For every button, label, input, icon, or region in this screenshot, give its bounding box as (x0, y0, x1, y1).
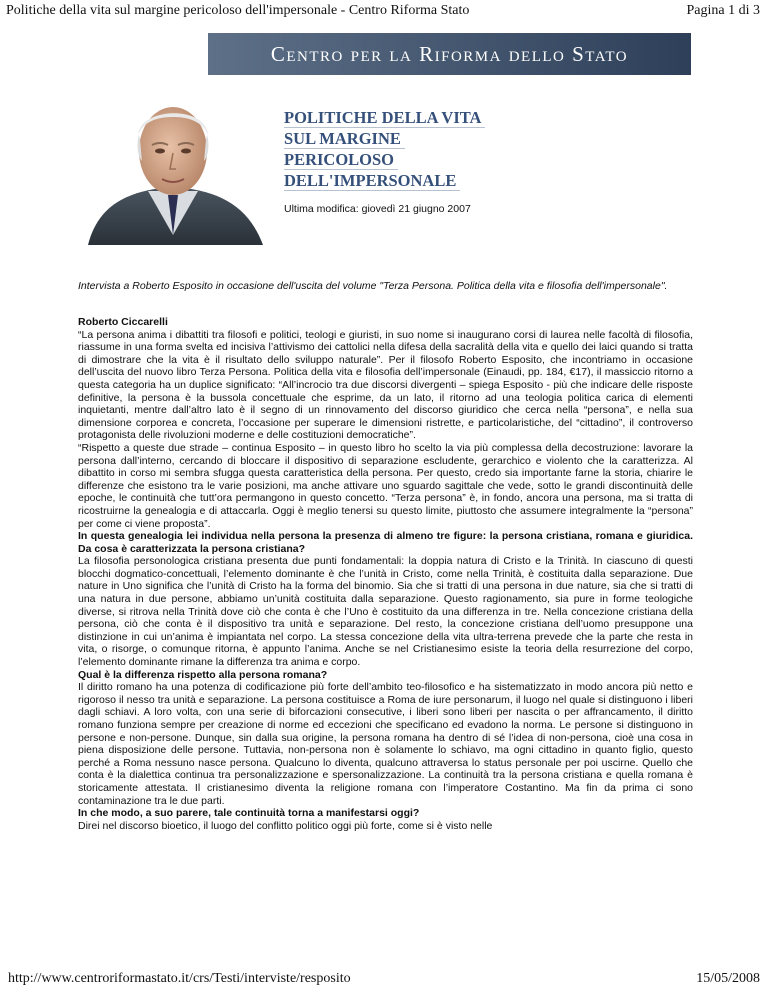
paragraph: “La persona anima i dibattiti tra filosofi e politici, teologi e giuristi, in suo nome si inaugurano corsi di laurea nelle facoltà di filosofia, riassume in una forma svelta ed incisiva l’attivismo dei cattolici nella difesa della sacralità della vita e quello dei laici quando si tratta di dimostrare che la vita è il risultato dello sviluppo naturale”. Per il filosofo Roberto Esposito, che incontriamo in occasione dell’uscita del nuovo libro Terza Persona. Politica della vita e filosofia dell’impersonale (Einaudi, pp. 184, €17), il massiccio ritorno a questa categoria ha un duplice significato: “All’incrocio tra due discorsi divergenti – spiega Esposito - più che indicare delle risposte definitive, la persona è la bussola concettuale che esprime, da un lato, il ritorno ad una teologia politica carica di elementi inquietanti, mentre dall’altro lato è il segno di un rinnovamento del discorso giuridico che cerca nella “persona”, e nella sua dimensione corporea e concreta, l’occasione per superare le dimensioni ristrette, e particolaristiche, del “cittadino”, il controverso protagonista delle rivoluzioni moderne e delle costituzioni democratiche”. (78, 328, 693, 442)
title-line: DELL'IMPERSONALE (284, 171, 460, 191)
page-number: Pagina 1 di 3 (686, 3, 760, 18)
article-body (78, 316, 693, 832)
site-banner[interactable] (208, 33, 691, 75)
paragraph: La filosofia personologica cristiana presenta due punti fondamentali: la doppia natura di Cristo e la Trinità. In ciascuno di questi blocchi dogmatico-concettuali, l’elemento dominante è che l’unità in Cristo, come nella Trinità, è costituita dalla separazione. Due nature in Uno significa che l’unità di Cristo ha la forma del binomio. Sia che si tratti di una persona in due nature, sia che si tratti di una natura in due persone, abbiamo un’unità costituita dalla separazione. Questo ragionamento, sia pure in forme teologiche diverse, si ritrova nella Trinità dove ciò che conta è che l’Uno è costituito da una differenza in tre. Nella concezione cristiana della persona, ciò che conta è il dispositivo tra unità e separazione. Del resto, la concezione cristiana dell’uomo presuppone una distinzione in cui un’anima è impiantata nel corpo. La stessa concezione della vita ultra-terrena prevede che la parte che resta in vita, o risorge, o comunque ritorna, è appunto l’anima. Anche se nel Cristianesimo esiste la teoria della resurrezione del corpo, l’elemento dominante rimane la differenza tra anima e corpo. (78, 555, 693, 669)
interview-question: In che modo, a suo parere, tale continuità torna a manifestarsi oggi? (78, 807, 420, 820)
portrait-photo (78, 95, 268, 245)
paragraph: Il diritto romano ha una potenza di codificazione più forte dell’ambito teo-filosofico e ha sistematizzato in modo ancora più netto e rigoroso il nesso tra unità e separazione. La persona costituisce a Roma de iure personarum, il luogo nel quale si distinguono i liberi dagli schiavi. A loro volta, con una serie di biforcazioni consecutive, i liberi sono liberi per nascita o per affrancamento, il diritto romano funziona sempre per creazione di norme ed eccezioni che specificano ed evadono la norma. Le persone si distinguono in persone e non-persone. Dunque, sin dalla sua origine, la persona romana ha dentro di sé l’idea di non-persona, cioè una cosa in piena disposizione delle persone. Tuttavia, non-persona non è solamente lo schiavo, ma ogni cittadino in quanto figlio, questo perché a Roma nessuno nasce persona. Qualcuno lo diventa, qualcuno attraversa lo status personale per poi uscirne. Quello che conta è la dialettica continua tra personalizzazione e spersonalizzazione. La continuità tra la persona cristiana e quella romana è storicamente attestata. Il cristianesimo diventa la religione romana con l’imperatore Costantino. Ma fin da prima ci sono contaminazione tra le due parti. (78, 681, 693, 807)
page-title: Politiche della vita sul margine pericoloso dell'impersonale - Centro Riforma Stato (6, 3, 470, 18)
interview-question: Qual è la differenza rispetto alla persona romana? (78, 668, 328, 681)
last-modified: Ultima modifica: giovedì 21 giugno 2007 (284, 203, 471, 215)
site-banner-text: Centro per la Riforma dello Stato (270, 42, 629, 66)
paragraph: Direi nel discorso bioetico, il luogo del conflitto politico oggi più forte, come si è visto nelle (78, 819, 493, 832)
page-url: http://www.centroriformastato.it/crs/Testi/interviste/resposito (8, 971, 351, 986)
interview-question: In questa genealogia lei individua nella persona la presenza di almeno tre figure: la persona cristiana, romana e giuridica. Da cosa è caratterizzata la persona cristiana? (78, 530, 693, 555)
print-date: 15/05/2008 (696, 971, 760, 986)
paragraph: “Rispetto a queste due strade – continua Esposito – in questo libro ho scelto la via più complessa della decostruzione: lavorare la persona dall’interno, cercando di bloccare il dispositivo di separazione escludente, gerarchico e violento che la caratterizza. Al dibattito in corso mi sembra sfugga questa caratteristica della persona. Per questo, credo sia importante farne la storia, chiarire le differenze che esistono tra le varie posizioni, ma anche attivare uno sguardo sagittale che vede, sotto le grandi discontinuità delle epoche, le continuità che tutt’ora permangono in questo concetto. “Terza persona” è, in fondo, ancora una persona, ma si tratta di ricostruirne la genealogia e di attaccarla. Oggi è meglio tenersi su questo limite, piuttosto che assumere integralmente la “persona” per come ci viene proposta”. (78, 441, 693, 530)
article-intro: Intervista a Roberto Esposito in occasione dell'uscita del volume "Terza Persona. Politica della vita e filosofia dell'impersonale". (78, 280, 668, 292)
title-line: SUL MARGINE (284, 129, 405, 149)
title-line: PERICOLOSO (284, 150, 398, 170)
title-line: POLITICHE DELLA VITA (284, 108, 485, 128)
article-title (284, 108, 530, 192)
author-name: Roberto Ciccarelli (78, 316, 168, 328)
